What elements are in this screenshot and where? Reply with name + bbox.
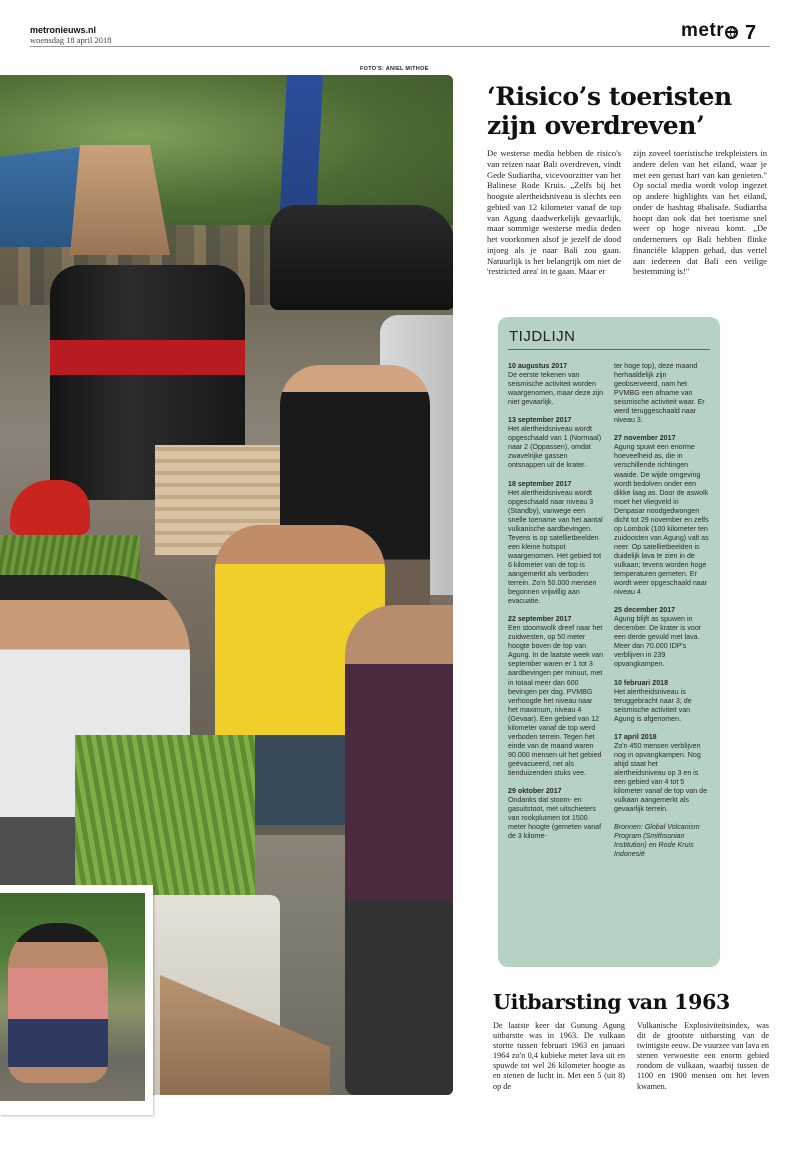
timeline-text: Agung blijft as spuwen in december. De krater is voor een derde gevuld met lava. Meer dan 70.000 IDP's verblijven in 239 opvangkampen. [614,615,702,669]
timeline-date: 10 augustus 2017 [508,362,568,370]
photo-woman-right [345,605,453,1095]
timeline-box [498,317,720,967]
timeline-date: 22 september 2017 [508,615,572,624]
timeline-date: 29 oktober 2017 [508,787,562,796]
article-column-1: De westerse media hebben de risico's van reizen naar Bali overdreven, vindt Gede Sudiartha, vicevoorzitter van het Balinese Rode Kruis. „Zelfs bij het hoogste alertheidsniveau is slechts een gebied van 12 kilometer vanaf de top van Agung daadwerkelijk gevaarlijk, maar sommige westerse media deden het voorkomen alsof je jezelf de dood injoeg als je naar Bali zou gaan. Natuurlijk is het belangrijk om niet de 'restricted area' in te gaan. Maar er [487,148,621,277]
timeline-continuation: ter hoge top), deze maand herhaaldelijk zijn geobserveerd, nam het PVMBG een afname van seismische activiteit waar. Er werd teruggeschaald naar niveau 3. [614,362,705,425]
timeline-text: Het alertheidsniveau wordt opgeschaald van 1 (Normaal) naar 2 (Oppassen), omdat zwavelrijke gassen ontsnappen uit de krater. [508,425,602,470]
brand-logo [681,20,738,42]
article-body [487,148,767,277]
timeline-text: Ondanks dat stoom- en gasuitstoot, met uitschieters van rookpluimen tot 1500 meter hoogte (gemeten vanaf de 3 kilome- [508,796,602,841]
article-column-2: zijn zoveel toeristische trekpleisters in andere delen van het eiland, waar je met een gerust hart van kan genieten." Op social media wordt volop ingezet op andere highlights van het eiland, onder de hashtag #balisafe. Sudiartha hoopt dan ook dat het toerisme snel weer op hoge niveau komt. „De ondernemers op Bali hebben flinke financiële klappen gehad, dus vertel aan iedereen dat Bali een veilige bestemming is!" [633,148,767,277]
article2-headline: Uitbarsting van 1963 [493,990,731,1014]
timeline-divider [508,349,710,350]
timeline-date: 18 september 2017 [508,479,572,488]
timeline-date: 17 april 2018 [614,732,657,741]
headline-line-1: ‘Risico’s toeristen [487,82,732,111]
timeline-column-right [614,362,710,859]
timeline-text: Agung spuwt een enorme hoeveelheid as, die in verschillende richtingen waaide. De wijde omgeving wordt bedolven onder een dikke laag as. Door de aswolk moet het vliegveld in Denpasar noodgedwongen dicht tot 29 november en zelfs op Lombok (100 kilometer ten zuidoosten van Agung) valt as neer. Op satellietbeelden is duidelijk lava te zien in de vulkaan; tevens worden hoge temperaturen gemeten. Er wordt weer opgeschaald naar niveau 4 [614,443,709,597]
timeline-date: 10 februari 2018 [614,678,669,687]
timeline-entry [614,606,710,669]
timeline-date: 13 september 2017 [508,416,572,425]
photo-credit: FOTO'S: ANIEL MITHOE [360,66,429,72]
timeline-date: 25 december 2017 [614,606,676,615]
headline-line-2: zijn overdreven’ [487,111,705,140]
timeline-entry [614,679,710,724]
page-number: 7 [745,22,757,44]
timeline-columns [508,362,710,859]
photo-red-bag [10,480,90,535]
timeline-entry [508,480,604,607]
timeline-date: 27 november 2017 [614,434,676,443]
timeline-entry [614,434,710,597]
issue-date: woensdag 18 april 2018 [30,35,112,45]
inset-photo-woman [8,923,108,1083]
inset-photo [0,885,153,1115]
article2-body [493,1021,769,1092]
timeline-entry [508,615,604,778]
timeline-entry [614,733,710,814]
header-divider [30,46,770,47]
brand-wordmark: metr [681,20,725,41]
timeline-text: Zo'n 450 mensen verblijven nog in opvangkampen. Nog altijd staat het alertheidsniveau op 3 en is een gebied van 4 tot 5 kilometer vanaf de top van de vulkaan aangemerkt als gevaarlijk terrein. [614,741,708,814]
timeline-column-left [508,362,604,859]
photo-black-car [270,205,453,310]
article2-column-1: De laatste keer dat Gunung Agung uitbarstte was in 1963. De vulkaan stortte tussen februari 1963 en januari 1964 zo'n 0,4 kubieke meter lava uit en spuwde tot wel 26 kilometer hoogte as en stenen de lucht in. Met een 5 (uit 8) op de [493,1021,625,1091]
timeline-text: Het alertheidsniveau wordt opgeschaald naar niveau 3 (Standby), vanwege een snelle toename van het aantal vulkanische aardbevingen. Tevens is op satellietbeelden een kleine hotspot waargenomen. Het gebied tot 6 kilometer van de top is aangemerkt als verboden terrein. Zo'n 50.000 mensen begonnen vrijwillig aan evacuatie. [508,488,603,606]
photo-tank-label [50,340,245,375]
timeline-entry [508,416,604,470]
article-headline [487,82,767,140]
site-name: metronieuws.nl [30,25,97,35]
timeline-text: Een stoomwolk dreef naar het zuidwesten, op 50 meter hoogte boven de top van Agung. In de laatste week van september waren er 1 tot 3 aardbevingen per minuut, met in totaal meer dan 600 bevingen per dag. PVMBG verhoogde het niveau naar het maximum, niveau 4 (Gevaar). Een gebied van 12 kilometer vanaf de top werd verboden terrein. Tegen het einde van de maand waren 90.000 mensen uit het gebied geëvacueerd, net als tienduizenden stuks vee. [508,624,604,777]
timeline-title: TIJDLIJN [509,328,576,345]
inset-photo-image [0,893,145,1101]
timeline-entry [508,787,604,841]
globe-icon [725,26,738,39]
timeline-text: Het alertheidsniveau is teruggebracht naar 3; de seismische activiteit van Agung is afgenomen. [614,687,692,723]
timeline-text: De eerste tekenen van seismische activiteit worden waargenomen, maar deze zijn niet gevaarlijk. [508,371,604,407]
timeline-sources: Bronnen: Global Volcanism Program (Smithsonian Institution) en Rode Kruis Indonesië [614,823,700,859]
timeline-entry [508,362,604,407]
article2-column-2: Vulkanische Explosiviteitsindex, was dit de grootste uitbarsting van de twintigste eeuw. De vuurzee van lava en stenen verwoestte een enorm gebied rondom de vulkaan, waarbij tussen de 1100 en 1900 mensen om het leven kwamen. [637,1021,770,1091]
